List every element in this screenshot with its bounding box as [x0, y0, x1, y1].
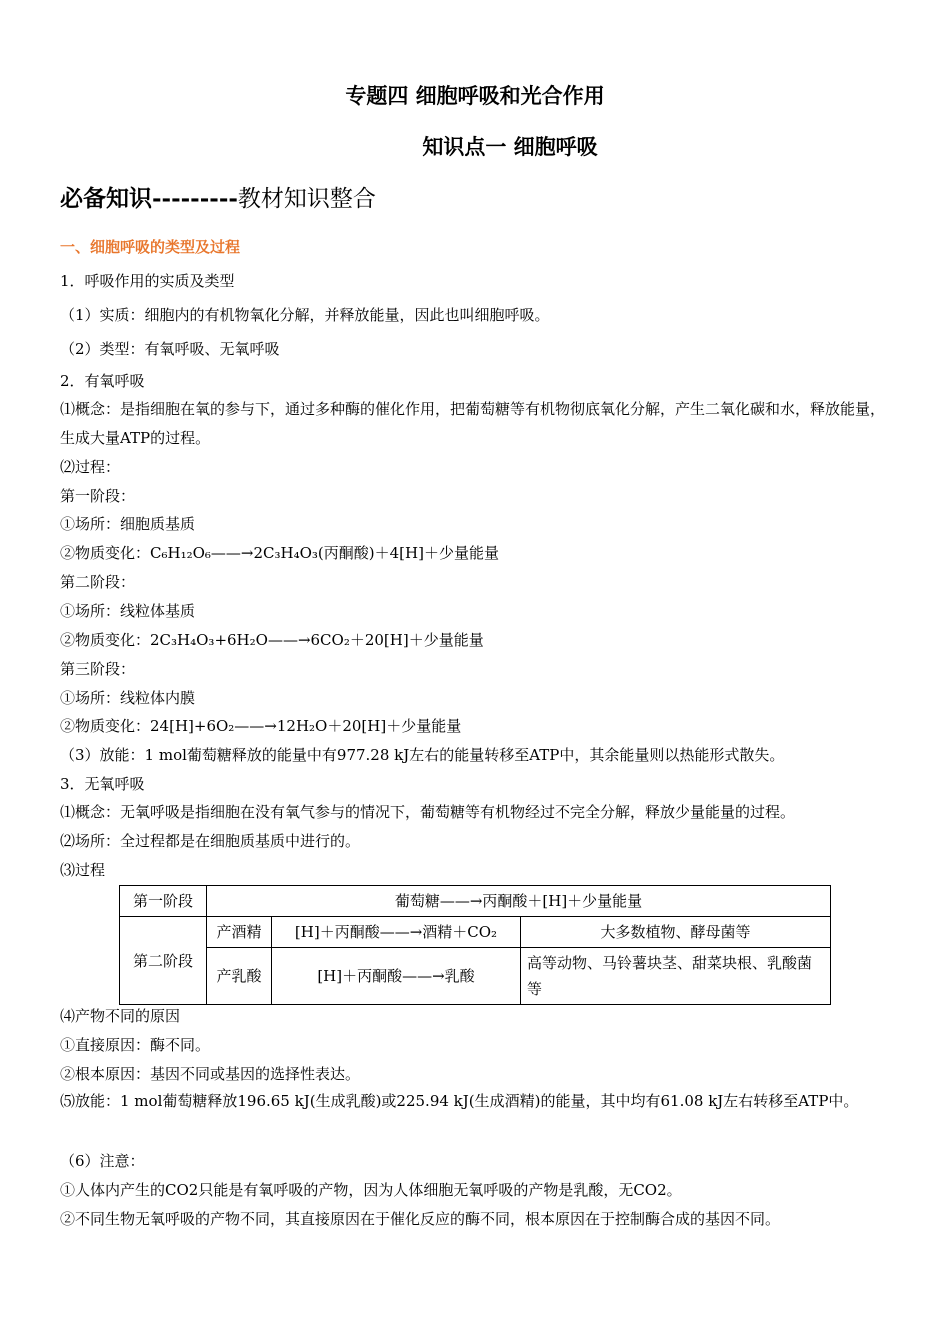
- paragraph: （1）实质：细胞内的有机物氧化分解，并释放能量，因此也叫细胞呼吸。: [60, 306, 550, 324]
- anaerobic-process-table: [119, 885, 831, 1005]
- paragraph: ⑴概念：是指细胞在氧的参与下，通过多种酶的催化作用，把葡萄糖等有机物彻底氧化分解，产生二氧化碳和水，释放能量，生成大量ATP的过程。: [60, 400, 886, 447]
- stage-change: ②物质变化：24[H]+6O₂——→12H₂O＋20[H]＋少量能量: [60, 717, 462, 735]
- table-cell: 葡萄糖——→丙酮酸＋[H]＋少量能量: [207, 886, 831, 917]
- stage-heading: 第一阶段：: [60, 487, 136, 505]
- paragraph: ⑵过程：: [60, 458, 121, 476]
- section-heading-bold: 必备知识---------: [60, 185, 238, 212]
- table-row: [120, 886, 831, 917]
- paragraph: （2）类型：有氧呼吸、无氧呼吸: [60, 340, 280, 358]
- paragraph: ⑷产物不同的原因: [60, 1007, 181, 1025]
- paragraph: （3）放能：1 mol葡萄糖释放的能量中有977.28 kJ左右的能量转移至ATP中，其余能量则以热能形式散失。: [60, 746, 785, 764]
- section-heading-normal: 教材知识整合: [237, 186, 376, 212]
- table-cell: 产乳酸: [207, 948, 272, 1005]
- paragraph: ⑴概念：无氧呼吸是指细胞在没有氧气参与的情况下，葡萄糖等有机物经过不完全分解，释放少量能量的过程。: [60, 803, 796, 821]
- table-cell: 第一阶段: [120, 886, 207, 917]
- paragraph: ②不同生物无氧呼吸的产物不同，其直接原因在于催化反应的酶不同，根本原因在于控制酶合成的基因不同。: [60, 1210, 781, 1228]
- stage-heading: 第二阶段：: [60, 573, 136, 591]
- table-cell: 第二阶段: [120, 917, 207, 1005]
- table-row: [120, 948, 831, 1005]
- paragraph: 3．无氧呼吸: [60, 775, 145, 793]
- heading-cell-respiration-types: 一、细胞呼吸的类型及过程: [60, 238, 241, 256]
- stage-change: ②物质变化：2C₃H₄O₃+6H₂O——→6CO₂＋20[H]＋少量能量: [60, 631, 484, 649]
- section-heading: [60, 180, 376, 213]
- stage-place: ①场所：线粒体基质: [60, 602, 196, 620]
- paragraph: ⑶过程: [60, 861, 106, 879]
- paragraph: 2．有氧呼吸: [60, 372, 145, 390]
- stage-change: ②物质变化：C₆H₁₂O₆——→2C₃H₄O₃(丙酮酸)＋4[H]＋少量能量: [60, 544, 499, 562]
- paragraph: ①直接原因：酶不同。: [60, 1036, 211, 1054]
- stage-place: ①场所：细胞质基质: [60, 515, 196, 533]
- table-cell: [H]＋丙酮酸——→乳酸: [272, 948, 521, 1005]
- paragraph: （6）注意：: [60, 1152, 145, 1170]
- page-subtitle: 知识点一 细胞呼吸: [422, 134, 598, 159]
- table-cell: 产酒精: [207, 917, 272, 948]
- paragraph: ②根本原因：基因不同或基因的选择性表达。: [60, 1065, 361, 1083]
- paragraph: ⑸放能：1 mol葡萄糖释放196.65 kJ(生成乳酸)或225.94 kJ(生成酒精)的能量，其中均有61.08 kJ左右转移至ATP中。: [60, 1092, 859, 1110]
- table-cell: 高等动物、马铃薯块茎、甜菜块根、乳酸菌等: [521, 948, 831, 1005]
- paragraph: ⑵场所：全过程都是在细胞质基质中进行的。: [60, 832, 361, 850]
- stage-place: ①场所：线粒体内膜: [60, 689, 196, 707]
- table-cell: 大多数植物、酵母菌等: [521, 917, 831, 948]
- paragraph: 1．呼吸作用的实质及类型: [60, 272, 235, 290]
- table-cell: [H]＋丙酮酸——→酒精＋CO₂: [272, 917, 521, 948]
- stage-heading: 第三阶段：: [60, 660, 136, 678]
- table-row: [120, 917, 831, 948]
- paragraph: ①人体内产生的CO2只能是有氧呼吸的产物，因为人体细胞无氧呼吸的产物是乳酸，无CO2。: [60, 1181, 682, 1199]
- page-title: 专题四 细胞呼吸和光合作用: [345, 83, 605, 108]
